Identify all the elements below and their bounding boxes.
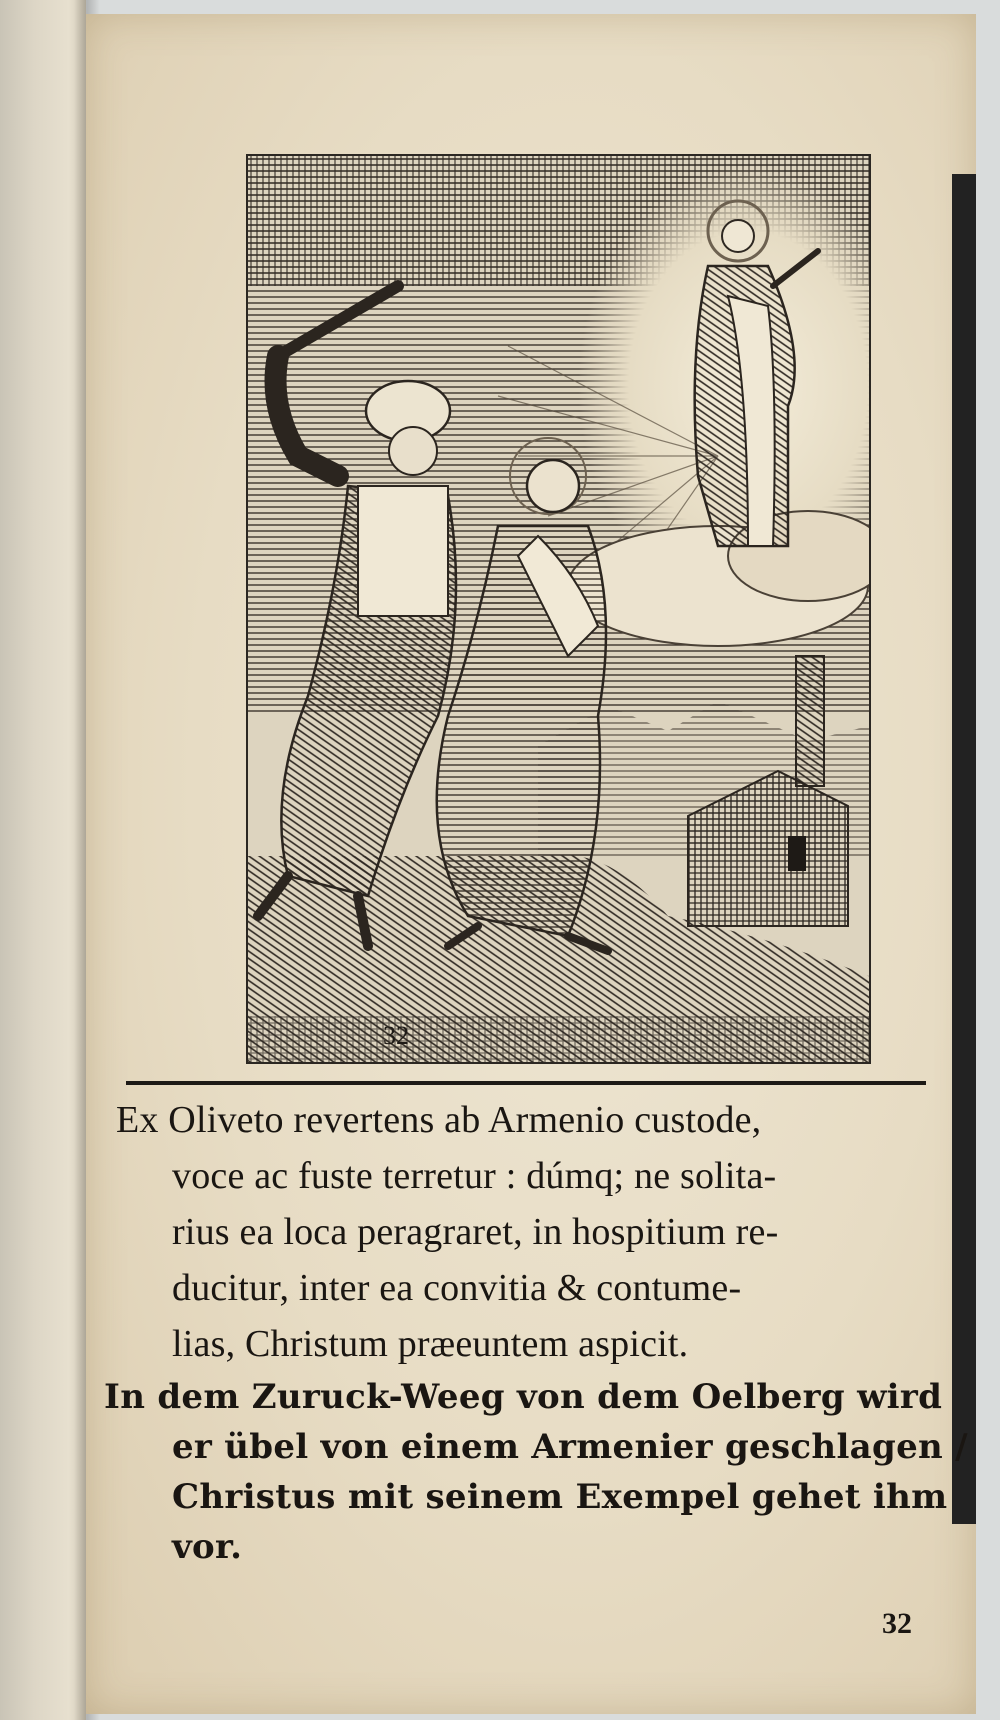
latin-line: lias, Christum præeuntem aspicit.	[172, 1323, 689, 1365]
german-line: In dem Zuruck-Weeg von dem Oelberg wird	[104, 1377, 943, 1417]
latin-line: Ex Oliveto revertens ab Armenio custode,	[116, 1099, 762, 1141]
german-line: er übel von einem Armenier geschlagen /	[172, 1427, 968, 1467]
book-page	[86, 14, 976, 1714]
page-number: 32	[882, 1607, 912, 1640]
engraving-illustration	[248, 156, 869, 1062]
latin-line: ducitur, inter ea convitia & contume-	[172, 1267, 742, 1309]
divider-rule	[126, 1081, 926, 1085]
german-line: Christus mit seinem Exempel gehet ihm	[172, 1477, 948, 1517]
caption-block	[104, 1092, 968, 1572]
engraving-plate	[246, 154, 871, 1064]
plate-number: 32	[383, 1021, 409, 1050]
latin-line: rius ea loca peragraret, in hospitium re-	[172, 1211, 779, 1253]
cover-edge	[952, 174, 976, 1524]
german-line: vor.	[172, 1527, 243, 1567]
latin-line: voce ac fuste terretur : dúmq; ne solita-	[172, 1155, 777, 1197]
